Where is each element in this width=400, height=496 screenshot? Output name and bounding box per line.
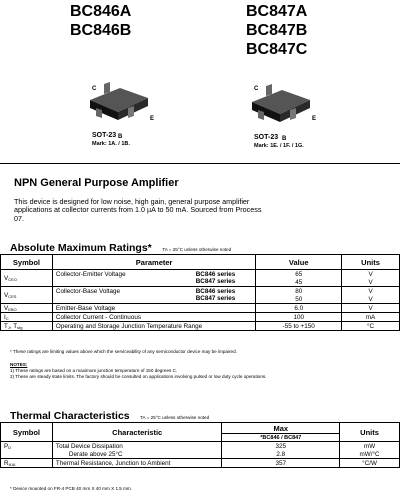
- pin-label: C: [92, 86, 97, 92]
- notes-block: [10, 362, 395, 381]
- thermal-footnote: * Device mounted on FR-4 PCB 40 mm X 40 mm X 1.5 mm.: [10, 486, 133, 491]
- symbol-cell: $V_{CES}$: [1, 287, 53, 304]
- section-divider: [0, 163, 400, 164]
- value-cell: 357: [222, 459, 340, 468]
- package-name: SOT-23: [92, 132, 117, 139]
- symbol-cell: [1, 450, 53, 459]
- value-cell: -55 to +150: [256, 322, 342, 331]
- series-label: BC847 series: [195, 295, 236, 302]
- table-row: [1, 450, 400, 459]
- column-header: Symbol: [1, 423, 53, 442]
- device-title: NPN General Purpose Amplifier: [14, 177, 179, 189]
- thermal-table: [0, 422, 400, 468]
- part-number: BC847A: [246, 3, 308, 20]
- note-item: 1) These ratings are based on a maximum junction temperature of 150 degrees C.: [10, 368, 178, 374]
- part-number: BC847C: [246, 41, 308, 58]
- abs-max-table: [0, 254, 400, 331]
- parameter-cell: [52, 278, 255, 287]
- part-number: BC846A: [70, 3, 132, 20]
- unit-cell: V: [342, 278, 400, 287]
- parameter-cell: Thermal Resistance, Junction to Ambient: [52, 459, 222, 468]
- abs-max-condition: TA = 25°C unless otherwise noted: [162, 247, 232, 252]
- value-cell: 6.0: [256, 304, 342, 313]
- left-part-numbers: [70, 2, 131, 40]
- table-row: [1, 304, 400, 313]
- symbol-cell: $V_{EBO}$: [1, 304, 53, 313]
- parameter-cell: [52, 295, 255, 304]
- column-header: Max: [222, 423, 340, 434]
- symbol-cell: $T_J$, $T_{stg}$: [1, 322, 53, 331]
- column-header: Symbol: [1, 255, 53, 270]
- thermal-title: Thermal Characteristics: [10, 410, 130, 422]
- table-row: [1, 313, 400, 322]
- value-cell: 50: [256, 295, 342, 304]
- package-mark: Mark: 1A. / 1B.: [92, 141, 130, 147]
- pin-label: E: [312, 116, 317, 122]
- column-header: Characteristic: [52, 423, 222, 442]
- unit-cell: V: [342, 304, 400, 313]
- unit-cell: °C: [342, 322, 400, 331]
- table-row: [1, 442, 400, 451]
- table-header-row: [1, 255, 400, 270]
- parameter-cell: Collector-Base Voltage BC846 series: [52, 287, 255, 296]
- part-number: BC846B: [70, 22, 132, 39]
- abs-max-footnote: * These ratings are limiting values above which the serviceability of any semiconductor device may be impaired.: [10, 349, 237, 354]
- pin-label: B: [118, 134, 123, 140]
- max-subheader: *BC846 / BC847: [222, 434, 340, 442]
- column-header: Units: [342, 255, 400, 270]
- column-header: Value: [256, 255, 342, 270]
- pin-label: E: [150, 116, 155, 122]
- table-header-row: [1, 423, 400, 434]
- table-row: [1, 287, 400, 296]
- unit-cell: mW/°C: [340, 450, 400, 459]
- value-cell: 45: [256, 278, 342, 287]
- thermal-condition: TA = 25°C unless otherwise noted: [140, 415, 210, 420]
- unit-cell: V: [342, 270, 400, 279]
- table-row: [1, 295, 400, 304]
- unit-cell: V: [342, 287, 400, 296]
- column-header: Parameter: [52, 255, 255, 270]
- parameter-cell: Collector Current - Continuous: [52, 313, 255, 322]
- parameter-cell: Collector-Emitter Voltage BC846 series: [52, 270, 255, 279]
- part-number: BC847B: [246, 22, 308, 39]
- pin-label: B: [282, 136, 287, 142]
- unit-cell: mW: [340, 442, 400, 451]
- package-name: SOT-23: [254, 134, 279, 141]
- series-label: BC846 series: [195, 270, 236, 278]
- table-row: [1, 278, 400, 287]
- value-cell: 2.8: [222, 450, 340, 459]
- symbol-cell: $V_{CEO}$: [1, 270, 53, 287]
- note-item: 2) These are steady state limits. The factory should be consulted on applications involving pulsed or low duty cycle operations.: [10, 374, 267, 380]
- pin-label: C: [254, 86, 259, 92]
- unit-cell: V: [342, 295, 400, 304]
- value-cell: 325: [222, 442, 340, 451]
- notes-label: NOTES:: [10, 362, 28, 367]
- right-part-numbers: [246, 2, 307, 59]
- table-row: [1, 459, 400, 468]
- symbol-cell: $P_D$: [1, 442, 53, 451]
- unit-cell: mA: [342, 313, 400, 322]
- value-cell: 100: [256, 313, 342, 322]
- unit-cell: °C/W: [340, 459, 400, 468]
- symbol-cell: $I_C$: [1, 313, 53, 322]
- value-cell: 80: [256, 287, 342, 296]
- abs-max-title: Absolute Maximum Ratings*: [10, 242, 152, 254]
- package-mark: Mark: 1E. / 1F. / 1G.: [254, 143, 304, 149]
- parameter-cell: Emitter-Base Voltage: [52, 304, 255, 313]
- series-label: BC847 series: [195, 278, 236, 285]
- symbol-cell: $R_{\theta JA}$: [1, 459, 53, 468]
- device-description: This device is designed for low noise, high gain, general purpose amplifier applications at collector currents from 1.0 µA to 50 mA. Sourced from Process 07.: [14, 197, 262, 223]
- value-cell: 65: [256, 270, 342, 279]
- parameter-cell: Total Device Dissipation: [52, 442, 222, 451]
- table-row: [1, 322, 400, 331]
- series-label: BC846 series: [195, 287, 236, 295]
- table-row: [1, 270, 400, 279]
- parameter-cell: Derate above 25°C: [52, 450, 222, 459]
- column-header: Units: [340, 423, 400, 442]
- parameter-cell: Operating and Storage Junction Temperature Range: [52, 322, 255, 331]
